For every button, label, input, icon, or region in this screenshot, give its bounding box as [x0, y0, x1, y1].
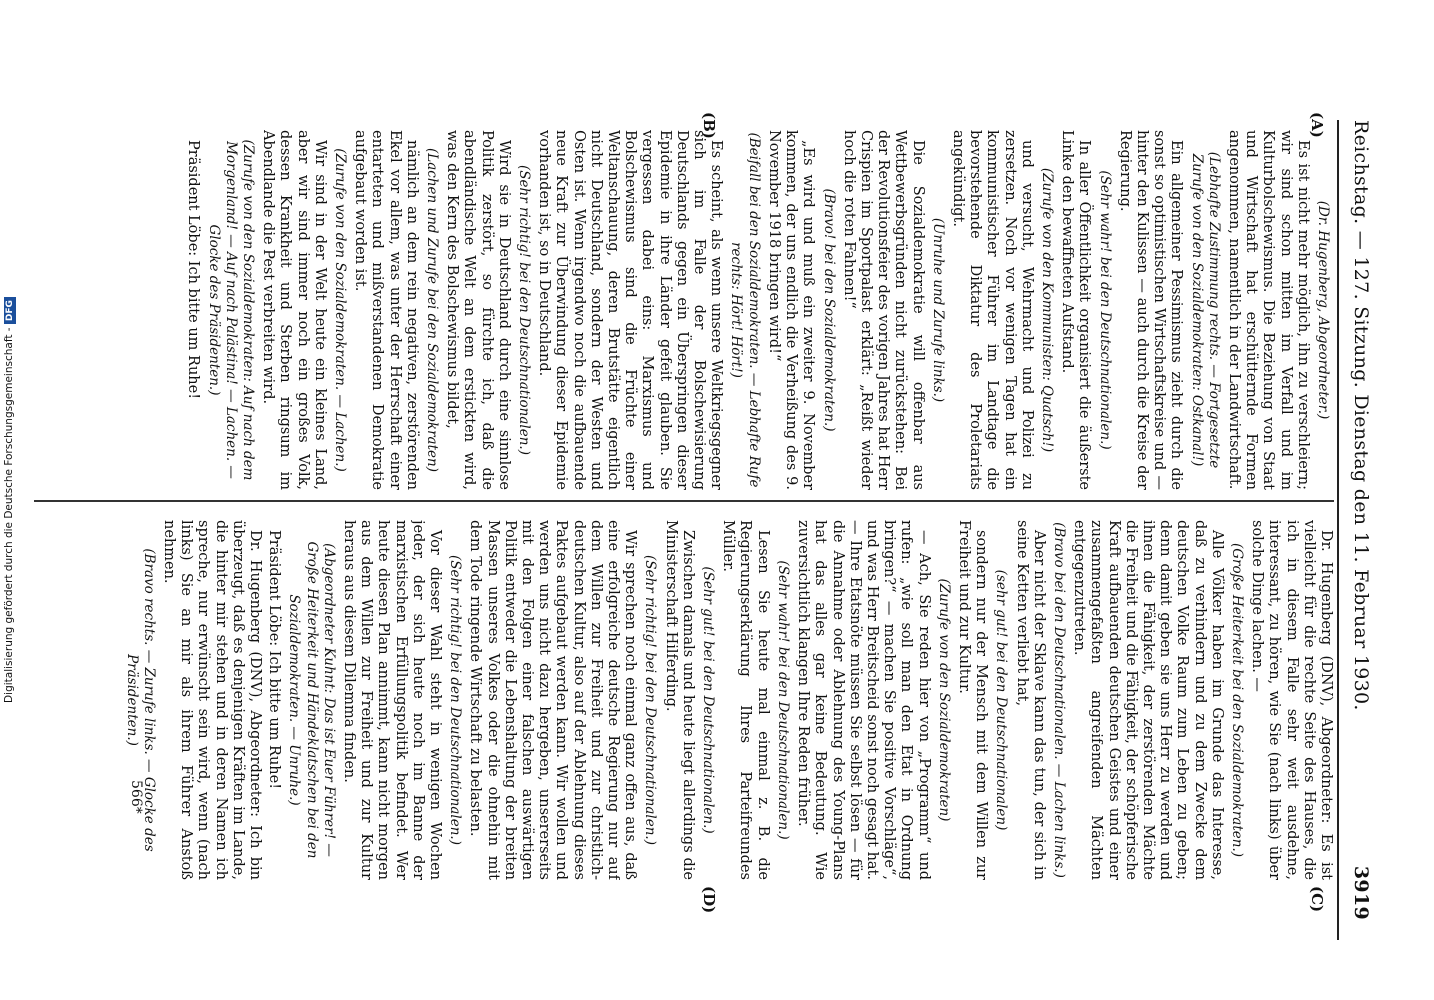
paragraph: (Sehr wahr! bei den Deutschnationalen.) [774, 560, 791, 840]
paragraph: (Bravo! bei den Sozialdemokraten.) [820, 188, 837, 432]
page-header [1342, 120, 1372, 920]
footer-text: Digitalisierung gefördert durch die Deutsche Forschungsgemeinschaft - [3, 327, 15, 703]
paragraph: (Zurufe von den Kommunisten: Quatsch!) [1038, 167, 1055, 453]
paragraph: (Sehr richtig! bei den Deutschnationalen.) [516, 165, 533, 455]
margin-mark-b: (B) [700, 112, 718, 139]
paragraph: (Lachen und Zurufe bei den Sozialdemokraten) [424, 148, 441, 472]
paragraph: (Große Heiterkeit bei den Sozialdemokraten.) [1228, 542, 1245, 858]
paragraph: (Zurufe von den Sozialdemokraten. — Lachen.) [332, 148, 349, 472]
paragraph: (Unruhe und Zurufe links.) [929, 217, 946, 403]
paragraph: (Zurufe von den Sozialdemokraten) [935, 578, 952, 822]
paragraph: Vor dieser Wahl steht in wenigen Wochen jeder, der sich heute noch im Banne der marxistischen Erfüllungspolitik befindet. Wer heute diesen Plan annimmt, kann nicht morgen aus dem Willen zur Freiheit und zur Kultur heraus aus diesem Dilemma finden. [341, 520, 444, 880]
paragraph: Wir sind in der Welt heute ein kleines Land, aber wir sind immer noch ein großes Volk, dessen Krankheit und Sterben ringsum im Abendlande die Pest verbreiten wird. [260, 130, 328, 490]
paragraph: (Beifall bei den Sozialdemokraten. — Lebhafte Rufe rechts: Hört! Hört!) [728, 132, 762, 488]
paragraph: (Sehr richtig! bei den Deutschnationalen.) [447, 555, 464, 845]
paragraph: Wird sie in Deutschland durch eine sinnlose Politik zerstört, so fürchte ich, daß die abendländische Welt an dem erstickten wird, was den Kern des Bolschewismus bildet, [444, 130, 512, 490]
paragraph: Aber nicht der Sklave kann das tun, der sich in seine Ketten verliebt hat, [1013, 520, 1047, 880]
paragraph: Dr. Hugenberg (DNV), Abgeordneter: Es ist vielleicht für die rechte Seite des Hauses, die ich in diesem Falle sehr weit ausdehne, interessant, zu hören, wie Sie (nach links) über solche Dinge lachen. — [1249, 520, 1334, 880]
margin-mark-a: (A) [1308, 112, 1326, 138]
paragraph: In aller Öffentlichkeit organisiert die äußerste Linke den bewaffneten Aufstand. [1059, 130, 1093, 490]
paragraph: Ein allgemeiner Pessimismus zieht durch die sonst so optimistischen Wirtschaftskreise und — hinter den Kulissen — auch durch die Kreise der Regierung. [1116, 130, 1185, 490]
margin-mark-c: (C) [1308, 886, 1326, 913]
left-column [44, 130, 1334, 490]
header-rule [1337, 120, 1339, 940]
paragraph: Zwischen damals und heute liegt allerdings die Ministerschaft Hilferding. [662, 520, 696, 880]
paragraph: Es scheint, als wenn unsere Weltkriegsgegner sich im Falle der Bolschewisierung Deutschlands gegen ein Überspringen dieser Epidemie in ihre Länder gefeit glauben. Sie vergessen dabei eins: Marxismus und Bolschewismus sind die Früchte einer Weltanschauung, deren Brutstätte eigentlich nicht Deutschland, sondern der Westen und Osten ist. Wenn irgendwo noch die aufbauende neue Kraft zur Überwindung dieser Epidemie vorhanden ist, so in Deutschland. [536, 130, 725, 490]
paragraph: Die Sozialdemokratie will offenbar aus Wettbewerbsgründen nicht zurückstehen: Bei der Revolutionsfeier des vorigen Jahres hat Herr Crispien im Sportpalast erklärt: „Reißt wieder hoch die roten Fahnen!“ [840, 130, 926, 490]
paragraph: Lesen Sie heute mal einmal z. B. die Regierungserklärung Ihres Parteifreundes Müller. [720, 520, 771, 880]
column-separator [34, 500, 1334, 502]
header-title: Reichstag. — 127. Sitzung. Dienstag den 11. Februar 1930. [1350, 120, 1372, 711]
bottom-page-number: 566* [128, 780, 144, 814]
paragraph: (Dr. Hugenberg, Abgeordneter.) [1315, 200, 1331, 420]
right-column [44, 520, 1334, 880]
footer-strip [0, 0, 18, 1000]
paragraph: Es ist nicht mehr möglich, ihn zu verschleiern; wir sind schon mitten im Verfall und im Kulturbolschewismus. Die Beziehung von Staat und Wirtschaft hat erschütternde Formen angenommen, namentlich in der Landwirtschaft. [1225, 130, 1311, 490]
paragraph: Dr. Hugenberg (DNV), Abgeordneter: Ich bin überzeugt, daß es denjenigen Kräften im Lande, die hinter mir stehen und in deren Namen ich spreche, nur erwünscht sein wird, wenn (nach links) Sie an mir als ihrem Führer Anstoß nehmen. [161, 520, 264, 880]
header-page-number: 3919 [1350, 865, 1372, 920]
paragraph: Präsident Löbe: Ich bitte um Ruhe! [266, 530, 283, 790]
paragraph: sondern nur der Mensch mit dem Willen zur Freiheit und zur Kultur. [955, 520, 990, 880]
paragraph: Wir sprechen noch einmal ganz offen aus, daß eine erfolgreiche deutsche Regierung nur auf dem Willen zur Freiheit und zur christlich-deutschen Kultur, also auf der Ablehnung dieses Paktes aufgebaut werden kann. Wir wollen und werden uns nicht dazu hergeben, unsererseits mit den Folgen einer falschen auswärtigen Politik entweder die Lebenshaltung der breiten Massen unseres Volkes oder die ohnehin mit dem Tode ringende Wirtschaft zu belasten. [467, 520, 639, 880]
paragraph: und versucht, Wehrmacht und Polizei zu zersetzen. Noch vor wenigen Tagen hat ein kommunistischer Führer im Landtage die bevorstehende Diktatur des Proletariats angekündigt. [949, 130, 1035, 490]
margin-mark-d: (D) [700, 886, 718, 914]
paragraph: (Zurufe von den Sozialdemokraten: Auf nach dem Morgenland! — Auf nach Palästina! — Lachen. — Glocke des Präsidenten.) [205, 139, 257, 481]
paragraph: Alle Völker haben im Grunde das Interesse, daß zu verhindern und zu dem Zwecke dem deutschen Volke Raum zum Leben zu geben; denn damit geben sie uns Herr zu werden und ihnen die Fähigkeit, der zerstörenden Mächte die Freiheit und die Fähigkeit, der schöpferische Kraft aufbauenden deutschen Geistes und einer zusammengefaßten angreifenden Mächten entgegenzutreten. [1071, 520, 1225, 880]
paragraph: (Bravo bei den Deutschnationalen. — Lachen links.) [1050, 522, 1067, 878]
paragraph: (Sehr wahr! bei den Deutschnationalen.) [1096, 170, 1113, 450]
paragraph: (Sehr gut! bei den Deutschnationalen.) [700, 566, 717, 834]
dfg-logo: DFG [4, 297, 16, 324]
paragraph: „Es wird und muß ein zweiter 9. November kommen, der uns endlich die Verheißung des 9. November 1918 bringen wird!“ [765, 130, 817, 490]
paragraph: (Bravo rechts. — Zurufe links. — Glocke des Präsidenten.) [123, 548, 157, 852]
paragraph: Präsident Löbe: Ich bitte um Ruhe! [185, 140, 202, 400]
paragraph: — Ach, Sie reden hier von „Programm“ und rufen: „wie soll man den Etat in Ordnung bringen?“ — machen Sie positive Vorschläge“, und was Herr Breitscheid sonst noch gesagt hat. — Ihre Etatsnöte müssen Sie selbst lösen — für die Annahme oder Ablehnung des Young-Plans hat das alles gar keine Bedeutung. Wie zuversichtlich klangen Ihre Reden früher. [795, 520, 932, 880]
paragraph: (Sehr richtig! bei den Deutschnationalen.) [642, 555, 659, 845]
paragraph: (sehr gut! bei den Deutschnationalen) [993, 569, 1010, 831]
paragraph: (Lebhafte Zustimmung rechts. — Fortgesetzte Zurufe von den Sozialdemokraten: Ostkanal!) [1188, 151, 1222, 469]
paragraph: nämlich an dem rein negativen, zerstörenden Ekel vor allem, was unter der Herrschaft einer entarteten und mißverstandenen Demokratie aufgebaut worden ist. [352, 130, 420, 490]
paragraph: (Abgeordneter Kuhnt: Das ist Euer Führer! — Große Heiterkeit und Händeklatschen bei den Sozialdemokraten. — Unruhe.) [286, 541, 337, 859]
